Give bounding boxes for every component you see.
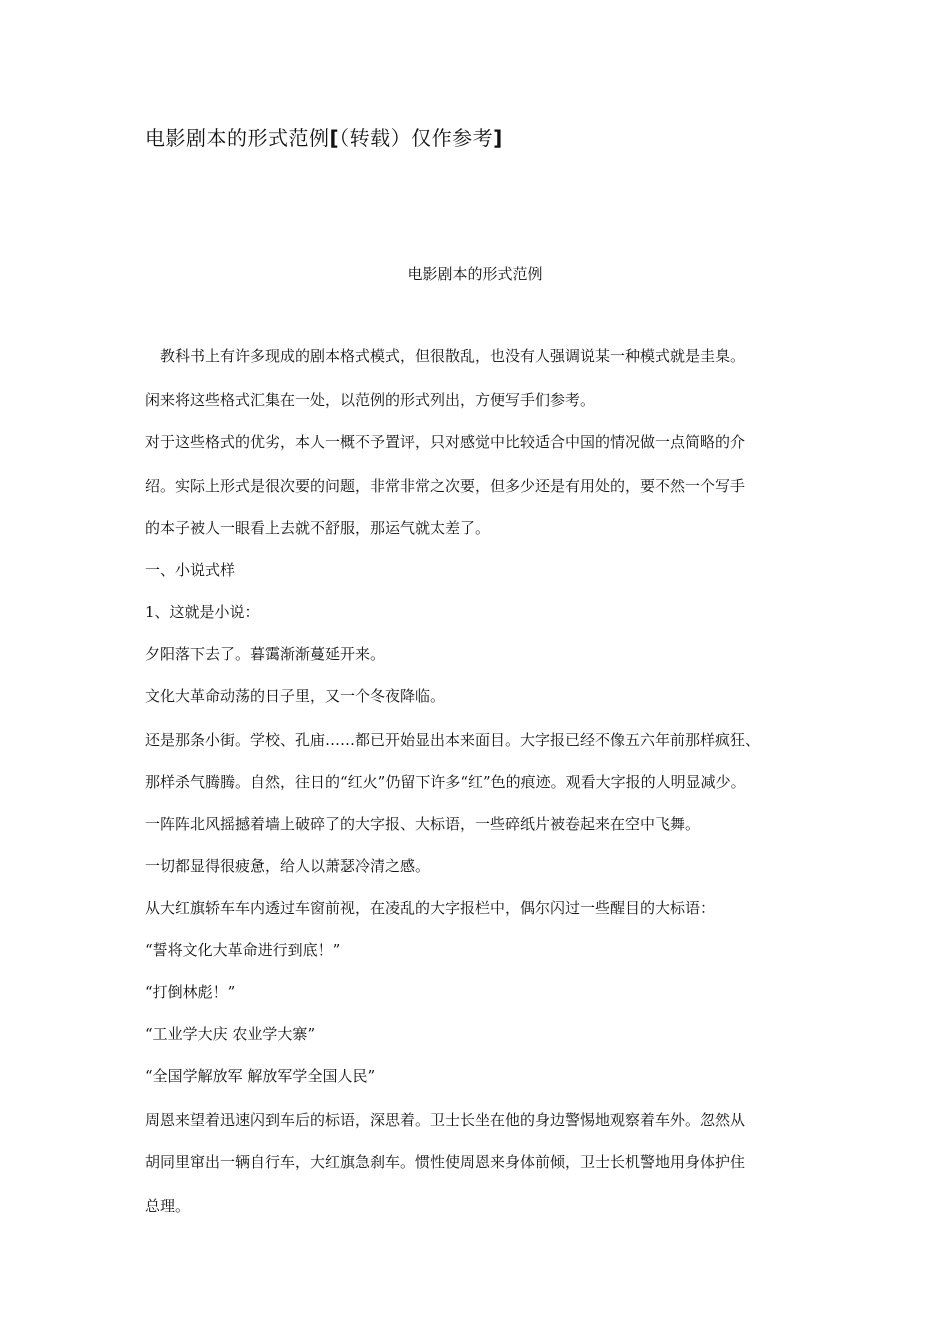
- slogan-line: “打倒林彪！”: [145, 983, 236, 1001]
- subsection-heading: 1、这就是小说：: [145, 603, 260, 621]
- slogan-line: “工业学大庆 农业学大寨”: [145, 1025, 316, 1043]
- paragraph-line: 还是那条小街。学校、孔庙……都已开始显出本来面目。大字报已经不像五六年前那样疯狂、: [145, 731, 761, 749]
- paragraph-line: 总理。: [145, 1197, 191, 1215]
- section-heading: 一、小说式样: [145, 561, 236, 579]
- center-heading: 电影剧本的形式范例: [407, 265, 543, 283]
- paragraph-line: 一阵阵北风摇撼着墙上破碎了的大字报、大标语，一些碎纸片被卷起来在空中飞舞。: [145, 815, 701, 833]
- paragraph-line: 从大红旗轿车车内透过车窗前视，在凌乱的大字报栏中，偶尔闪过一些醒目的大标语：: [145, 899, 716, 917]
- title-close-bracket: ]: [493, 126, 503, 150]
- title-open-bracket: [: [329, 126, 340, 150]
- slogan-line: “全国学解放军 解放军学全国人民”: [145, 1067, 376, 1085]
- paragraph-line: 闲来将这些格式汇集在一处，以范例的形式列出，方便写手们参考。: [145, 391, 596, 409]
- slogan-line: “誓将文化大革命进行到底！”: [145, 941, 341, 959]
- document-title-main: 电影剧本的形式范例: [145, 126, 330, 150]
- document-title: [145, 124, 503, 152]
- paragraph-line: 对于这些格式的优劣，本人一概不予置评，只对感觉中比较适合中国的情况做一点简略的介: [145, 433, 746, 451]
- paragraph-line: 绍。实际上形式是很次要的问题，非常非常之次要，但多少还是有用处的，要不然一个写手: [145, 477, 746, 495]
- paragraph-line: 教科书上有许多现成的剧本格式模式，但很散乱，也没有人强调说某一种模式就是圭臬。: [145, 347, 746, 365]
- paragraph-line: 一切都显得很疲惫，给人以萧瑟冷清之感。: [145, 857, 431, 875]
- paragraph-line: 文化大革命动荡的日子里，又一个冬夜降临。: [145, 687, 446, 705]
- paragraph-line: 的本子被人一眼看上去就不舒服，那运气就太差了。: [145, 519, 491, 537]
- document-title-inner: （转载）仅作参考: [339, 126, 494, 150]
- paragraph-line: 周恩来望着迅速闪到车后的标语，深思着。卫士长坐在他的身边警惕地观察着车外。忽然从: [145, 1111, 746, 1129]
- paragraph-line: 那样杀气腾腾。自然，往日的“红火”仍留下许多“红”色的痕迹。观看大字报的人明显减少。: [145, 773, 746, 791]
- paragraph-line: 胡同里窜出一辆自行车，大红旗急刹车。惯性使周恩来身体前倾，卫士长机警地用身体护住: [145, 1153, 746, 1171]
- paragraph-line: 夕阳落下去了。暮霭渐渐蔓延开来。: [145, 645, 386, 663]
